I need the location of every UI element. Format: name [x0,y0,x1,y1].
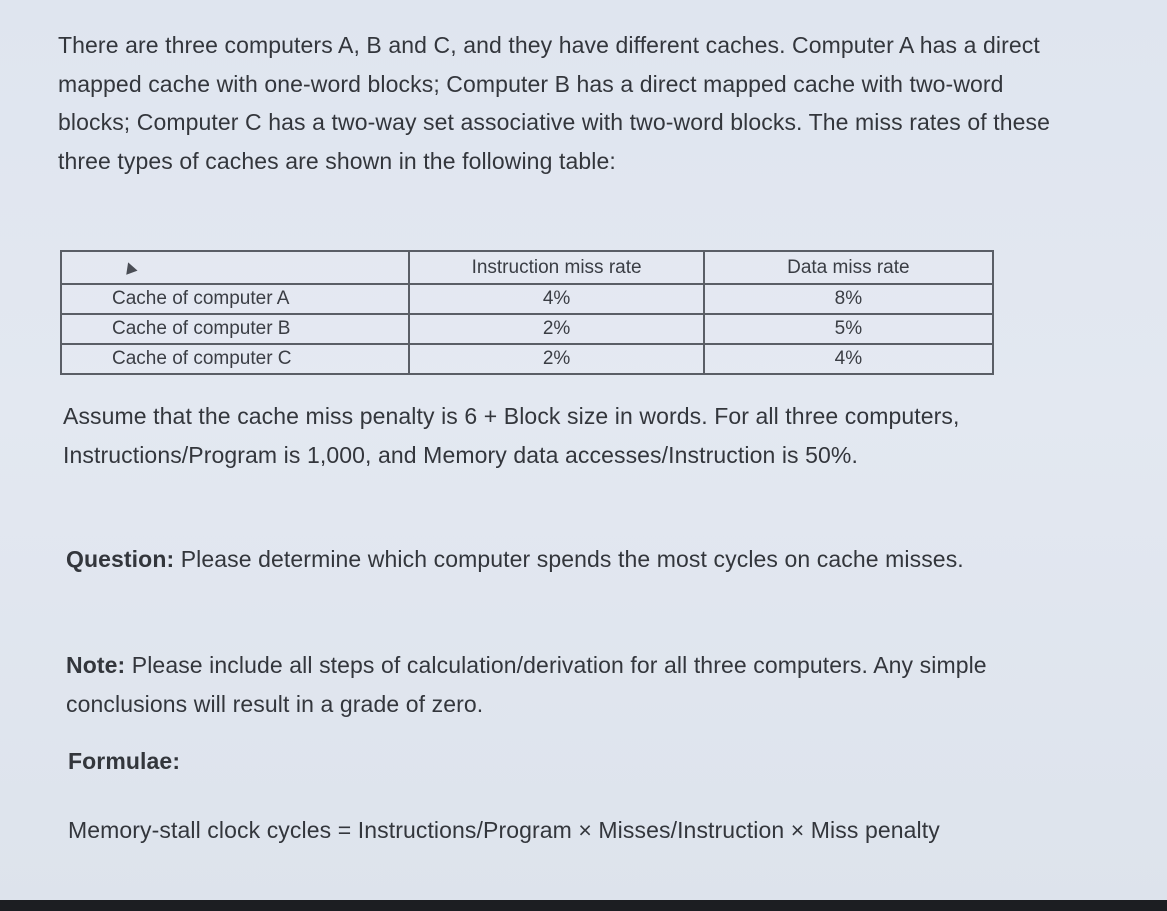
question-paragraph [66,540,1066,579]
screen-bezel-edge [0,900,1167,911]
table-header-row [61,251,993,284]
miss-rate-table [60,250,994,375]
data-miss-rate-cell: 4% [704,344,993,374]
note-paragraph [66,646,1066,723]
question-label: Question: [66,546,175,572]
data-miss-rate-cell: 8% [704,284,993,314]
note-text: Please include all steps of calculation/derivation for all three computers. Any simple conclusions will result in a grade of zero. [66,652,987,717]
intro-paragraph: There are three computers A, B and C, and they have different caches. Computer A has a direct mapped cache with one-word blocks; Computer B has a direct mapped cache with two-word blocks; Computer C has a two-way set associative with two-word blocks. The miss rates of these three types of caches are shown in the following table: [58,32,1050,174]
row-label: Cache of computer B [61,314,409,344]
row-label: Cache of computer C [61,344,409,374]
miss-rate-table-container [60,250,994,380]
assumption-paragraph: Assume that the cache miss penalty is 6 + Block size in words. For all three computers, Instructions/Program is 1,000, and Memory data accesses/Instruction is 50%. [63,403,960,468]
table-row [61,314,993,344]
note-label: Note: [66,652,126,678]
question-text: Please determine which computer spends the most cycles on cache misses. [174,546,964,572]
table-row [61,344,993,374]
data-miss-rate-cell: 5% [704,314,993,344]
instruction-miss-rate-cell: 2% [409,344,703,374]
row-label: Cache of computer A [61,284,409,314]
table-corner-cell [61,251,409,284]
formula-text: Memory-stall clock cycles = Instructions/Program × Misses/Instruction × Miss penalty [68,817,940,843]
header-data-miss-rate: Data miss rate [704,251,993,284]
mouse-cursor-icon [122,260,137,274]
instruction-miss-rate-cell: 2% [409,314,703,344]
formulae-heading: Formulae: [68,748,181,774]
table-row [61,284,993,314]
instruction-miss-rate-cell: 4% [409,284,703,314]
header-instruction-miss-rate: Instruction miss rate [409,251,703,284]
